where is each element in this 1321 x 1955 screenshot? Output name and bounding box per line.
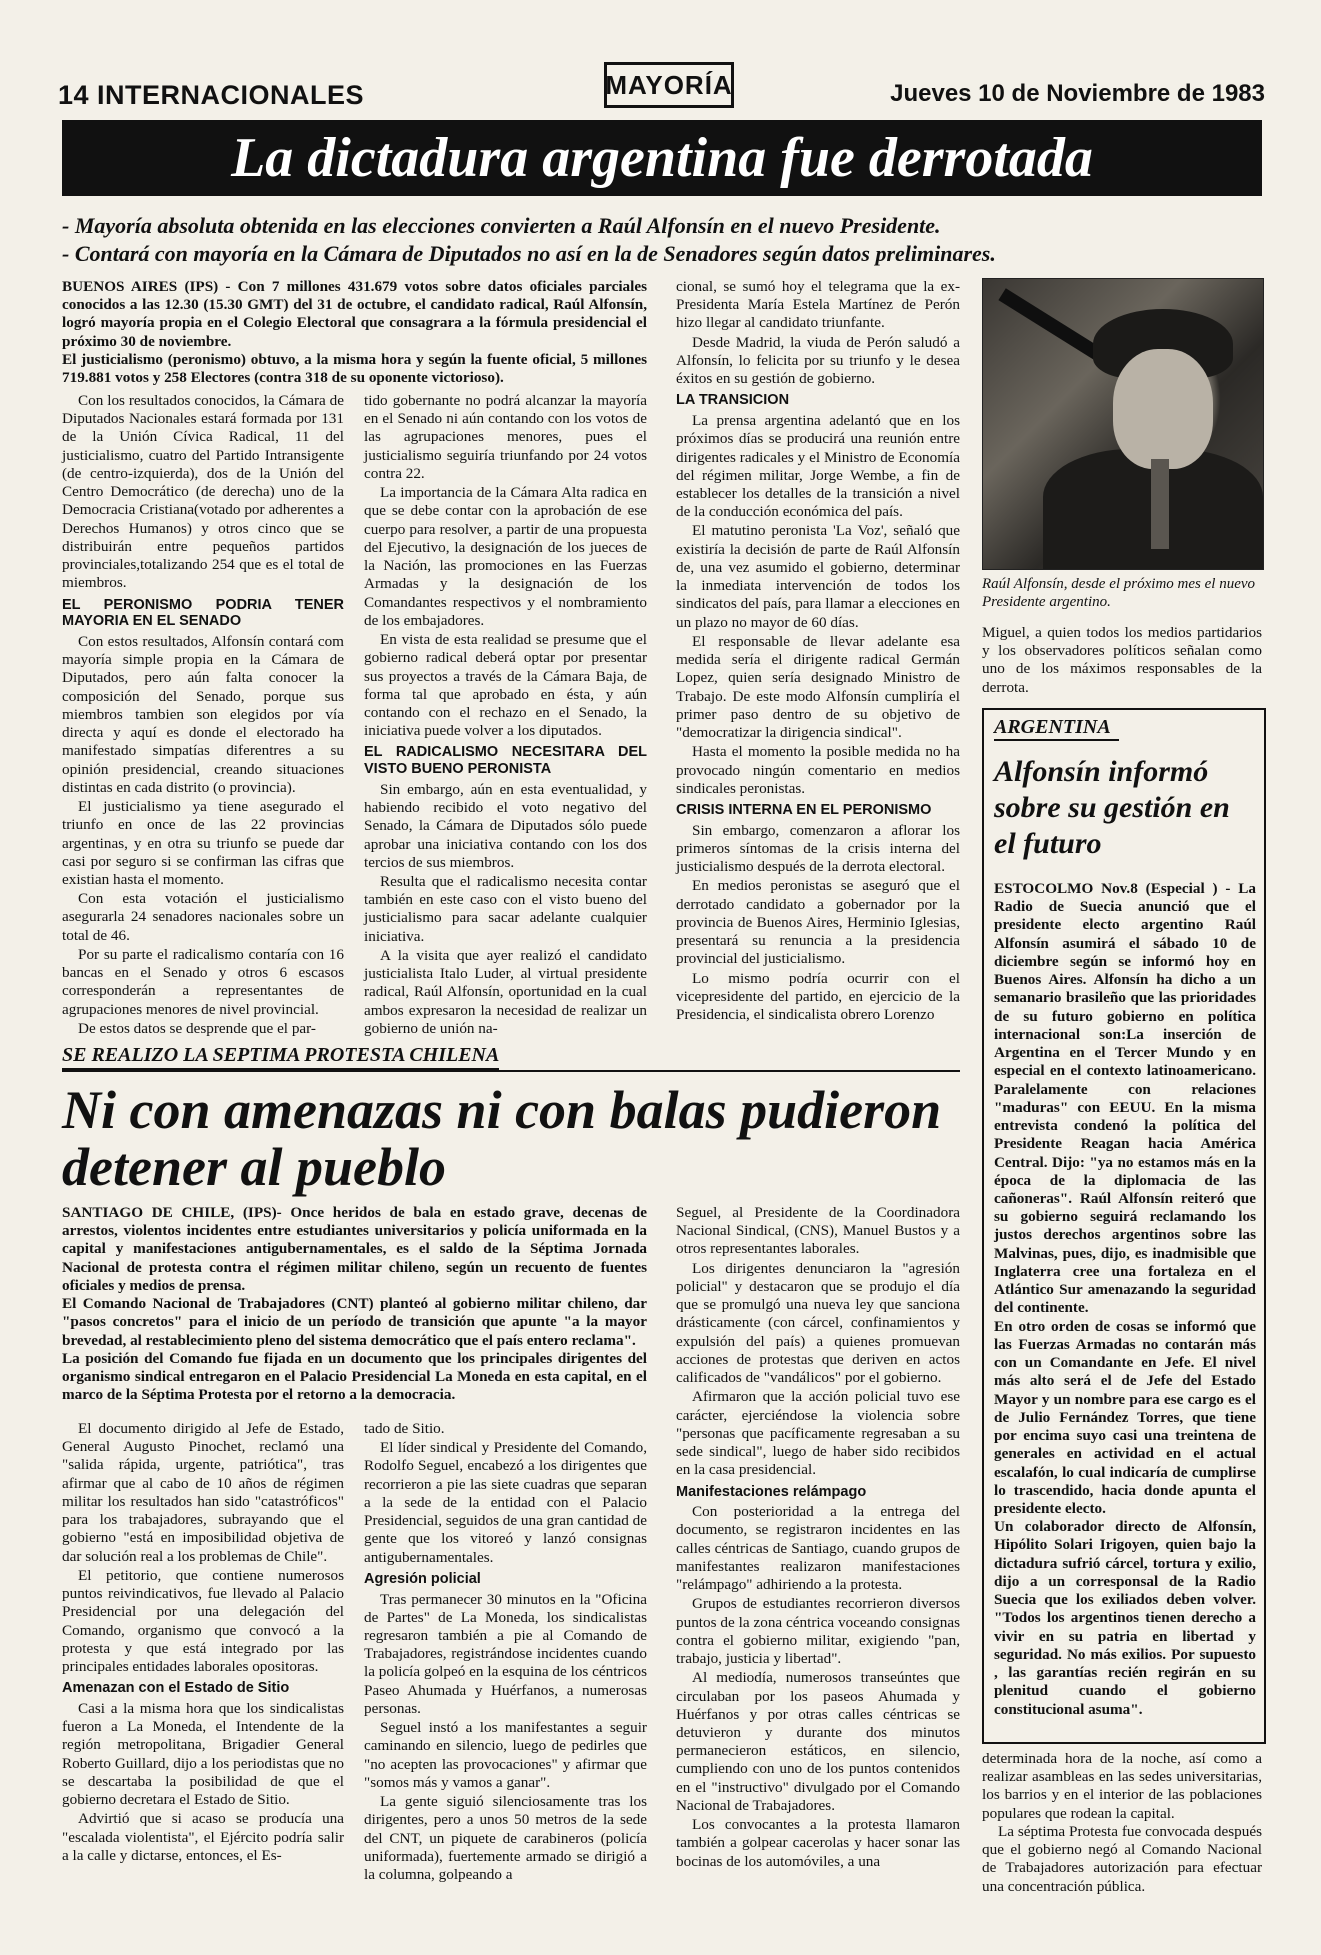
lead-paragraph: El Comando Nacional de Trabajadores (CNT) planteó al gobierno militar chileno, dar "pasos concretos" para el inicio de un período de transición que apunte "a la mayor brevedad, al restablecimiento pleno del sistema democrático que el país entero reclama". — [62, 1295, 647, 1349]
paragraph: Los dirigentes denunciaron la "agresión policial" y destacaron que se produjo el día que se promulgó una nueva ley que sanciona drásticamente (con cárcel, confinamientos y expulsión del país) a quienes promuevan acciones de protestas que deriven en actos calificados de "vandálicos" por el gobierno. — [676, 1259, 960, 1387]
article2-column-3 — [676, 1204, 960, 1872]
paragraph: determinada hora de la noche, así como a realizar asambleas en las sedes universitarias, los barrios y en el interior de las poblaciones populares que rodean la capital. — [982, 1750, 1262, 1822]
paragraph: Afirmaron que la acción policial tuvo ese carácter, ejerciéndose la violencia sobre "personas que pacíficamente regresaban a su sede sindical", luego de haber sido recibidos en la casa presidencial. — [676, 1388, 960, 1479]
paragraph: Advirtió que si acaso se producía una "escalada violentista", el Ejército podría salir a la calle y dictarse, entonces, el Es- — [62, 1810, 344, 1864]
sidebar-body — [994, 880, 1256, 1719]
page-section-label: 14 INTERNACIONALES — [58, 80, 365, 110]
article2-headline: Ni con amenazas ni con balas pudieron detener al pueblo — [62, 1080, 942, 1197]
paragraph: En medios peronistas se aseguró que el derrotado candidato a gobernador por la provincia de Buenos Aires, Herminio Iglesias, presentará su renuncia a la presidencia provincial del justicialismo. — [676, 877, 960, 968]
paragraph: El líder sindical y Presidente del Comando, Rodolfo Seguel, encabezó a los dirigentes que recorrieron a pie las siete cuadras que separan a la sede de la entidad con el Palacio Presidencial, seguidos de una gran cantidad de gente que los vitoreó y lanzó consignas antigubernamentales. — [364, 1439, 647, 1566]
paragraph: Los convocantes a la protesta llamaron también a golpear cacerolas y hacer sonar las bocinas de los automóviles, a una — [676, 1816, 960, 1870]
sidebar-tag: ARGENTINA — [994, 716, 1119, 741]
lead-paragraph: El justicialismo (peronismo) obtuvo, a la misma hora y según la fuente oficial, 5 millones 719.881 votos y 258 Electores (contra 318 de su oponente victorioso). — [62, 350, 647, 387]
lead-paragraph: SANTIAGO DE CHILE, (IPS)- Once heridos de bala en estado grave, decenas de arrestos, violentos incidentes entre estudiantes universitarios y policía uniformada en la capital y manifestaciones antigubernamentales, es el saldo de la Séptima Jornada Nacional de protesta contra el régimen militar chileno, según un recuento de fuentes oficiales y medios de prensa. — [62, 1204, 647, 1294]
paragraph: Grupos de estudiantes recorrieron diversos puntos de la zona céntrica voceando consignas contra el gobierno militar, exigiendo "pan, trabajo, justicia y libertad". — [676, 1595, 960, 1668]
alfonsin-photo — [982, 278, 1264, 570]
paragraph: Lo mismo podría ocurrir con el vicepresidente del partido, en ejercicio de la Presidencia, el sindicalista obrero Lorenzo — [676, 969, 960, 1024]
paragraph: Con posterioridad a la entrega del documento, se registraron incidentes en las calles céntricas de Santiago, cuando grupos de manifestantes realizaron manifestaciones "relámpago" adhiriendo a la protesta. — [676, 1503, 960, 1594]
article1-headline: La dictadura argentina fue derrotada — [62, 120, 1262, 196]
paragraph: Al mediodía, numerosos transeúntes que circulaban por los paseos Ahumada y Huérfanos y por otras calles céntricas se detuvieron y durante dos minutos permanecieron estáticos, en silencio, cumpliendo con uno de los puntos contenidos en el "instructivo" divulgado por el Comando Nacional de Trabajadores. — [676, 1669, 960, 1814]
paragraph: ESTOCOLMO Nov.8 (Especial ) - La Radio de Suecia anunció que el presidente electo argentino Raúl Alfonsín asumirá el sábado 10 de diciembre según se informó hoy en Buenos Aires. Alfonsín ha dicho a un semanario brasileño que las prioridades de su futuro gobierno en política internacional son:La inserción de Argentina en el Tercer Mundo y en especial en el contexto latinoamericano. Paralelamente con relaciones "maduras" con EEUU. En la misma entrevista condenó la política del Presidente Reagan hacia América Central. Dijo: "ya no estamos más en la época de la diplomacia de las cañoneras". Raúl Alfonsín reiteró que su gobierno seguirá reclamando los justos derechos argentinos sobre las Malvinas, pues, dijo, es inadmisible que Inglaterra cree una fortaleza en el Atlántico Sur amenazando la seguridad del continente. — [994, 880, 1256, 1317]
paragraph: Por su parte el radicalismo contaría con 16 bancas en el Senado y otros 6 escasos corresponderán a representantes de agrupaciones menores de nivel provincial. — [62, 945, 344, 1018]
paragraph: cional, se sumó hoy el telegrama que la ex-Presidenta María Estela Martínez de Perón hizo llegar al candidato triunfante. — [676, 278, 960, 332]
paragraph: Casi a la misma hora que los sindicalistas fueron a La Moneda, el Intendente de la región metropolitana, Brigadier General Roberto Guillard, dijo a los periodistas que no se descartaba la posibilidad de que el gobierno decretara el Estado de Sitio. — [62, 1699, 344, 1809]
paragraph: La prensa argentina adelantó que en los próximos días se producirá una reunión entre dirigentes radicales y el Ministro de Economía del régimen militar, Jorge Wembe, a fin de establecer los detalles de la transición a nivel de la conducción económica del país. — [676, 412, 960, 521]
paragraph: Sin embargo, comenzaron a aflorar los primeros síntomas de la crisis interna del justicialismo después de la derrota electoral. — [676, 821, 960, 876]
article2-column-1 — [62, 1420, 344, 1866]
paragraph: Miguel, a quien todos los medios partidarios y los observadores políticos señalan como uno de los máximos responsables de la derrota. — [982, 624, 1262, 696]
sidebar-box — [982, 708, 1266, 1744]
subhead: EL RADICALISMO NECESITARA DEL VISTO BUENO PERONISTA — [364, 744, 647, 778]
article1-deck — [62, 212, 1262, 268]
article1-column-3 — [676, 278, 960, 1025]
paragraph: El matutino peronista 'La Voz', señaló que existiría la decisión de parte de Raúl Alfonsín de, una vez asumido el gobierno, determinar la inmediata intervención de todos los sindicatos del país, para llamar a elecciones en un plazo no mayor de 60 días. — [676, 522, 960, 631]
paragraph: Con los resultados conocidos, la Cámara de Diputados Nacionales estará formada por 131 de la Unión Cívica Radical, 11 del justicialismo, cuatro del Partido Intransigente (de centro-izquierda), dos de la Unión del Centro Democrático (de derecha) uno de la Democracia Cristiana(votado por adherentes a Derechos Humanos) y otros cinco que se distribuirán entre pequeños partidos provinciales,totalizando 254 que es el total de miembros. — [62, 392, 344, 592]
paragraph: La importancia de la Cámara Alta radica en que se debe contar con la aprobación de ese cuerpo para resolver, a partir de una propuesta del Ejecutivo, la designación de los jueces de la Nación, las promociones en las Fuerzas Armadas y la designación de los Comandantes respectivos y el nombramiento de los embajadores. — [364, 484, 647, 629]
paragraph: De estos datos se desprende que el par- — [78, 1019, 316, 1037]
sidebar-title: Alfonsín informó sobre su gestión en el futuro — [994, 755, 1230, 860]
subhead: Amenazan con el Estado de Sitio — [62, 1680, 290, 1697]
subhead: Manifestaciones relámpago — [676, 1483, 867, 1500]
subhead: Agresión policial — [364, 1570, 481, 1587]
deck-line: - Mayoría absoluta obtenida en las elecciones convierten a Raúl Alfonsín en el nuevo Presidente. — [62, 213, 941, 238]
paragraph: La séptima Protesta fue convocada después que el gobierno negó al Comando Nacional de Trabajadores autorización para efectuar una concentración pública. — [982, 1822, 1262, 1895]
article1-lead — [62, 278, 647, 387]
lead-paragraph: BUENOS AIRES (IPS) - Con 7 millones 431.679 votos sobre datos oficiales parciales conocidos a las 12.30 (15.30 GMT) del 31 de octubre, el candidato radical, Raúl Alfonsín, logró mayoría propia en el Colegio Electoral que consagrara a la fórmula presidencial el próximo 30 de noviembre. — [62, 278, 647, 350]
paragraph: Tras permanecer 30 minutos en la "Oficina de Partes" de La Moneda, los sindicalistas regresaron también a pie al Comando de Trabajadores, registrándose incidentes cuando la policía golpeó en la esquina de los céntricos Paseo Ahumada y Huérfanos, a numerosas personas. — [364, 1590, 647, 1717]
paragraph: Con estos resultados, Alfonsín contará com mayoría simple propia en la Cámara de Diputados, pero aún falta conocer la composición del Senado, porque sus miembros tambien son elegidos por vía directa y aquí es donde el electorado ha manifestado simpatías diferentres a su opinión presidencial, creando situaciones distintas en cada distrito (o provincia). — [62, 632, 344, 796]
paragraph: A la visita que ayer realizó el candidato justicialista Italo Luder, al virtual presidente radical, Raúl Alfonsín, oportunidad en la cual ambos expresaron la necesidad de realizar un gobierno de unión na- — [364, 946, 647, 1037]
tie-shape — [1151, 459, 1169, 549]
article2-column-2 — [364, 1420, 647, 1885]
paragraph: Seguel instó a los manifestantes a seguir caminando en silencio, luego de pedirles que "no acepten las provocaciones" y afirmar que "somos más y vamos a ganar". — [364, 1719, 647, 1791]
subhead: EL PERONISMO PODRIA TENER MAYORIA EN EL SENADO — [62, 596, 344, 630]
article1-column-2 — [364, 392, 647, 1039]
article2-column-4 — [982, 1750, 1262, 1896]
paragraph: En otro orden de cosas se informó que las Fuerzas Armadas no contarán más con un Comandante en Jefe. El nivel más alto será el de Jefe del Estado Mayor y un nombre para ese cargo es el de Julio Fernández Torres, que tiene por encima suyo casi una treintena de generales en actividad en el actual escalafón, lo cual indicaría de cumplirse lo trascendido, hacia donde apunta el presidente electo. — [994, 1317, 1256, 1517]
subhead: LA TRANSICION — [676, 392, 790, 409]
issue-date: Jueves 10 de Noviembre de 1983 — [890, 80, 1265, 107]
paragraph: Con esta votación el justicialismo asegurarla 24 senadores nacionales sobre un total de 46. — [62, 890, 344, 944]
paragraph: El documento dirigido al Jefe de Estado, General Augusto Pinochet, reclamó una "salida rápida, urgente, patriótica", tras afirmar que al cabo de 10 años de régimen militar los resultados han sido "catastróficos" para los trabajadores, subrayando que el gobierno "está en imposibilidad objetiva de dar solución real a los problemas de Chile". — [62, 1420, 344, 1565]
article1-column-1 — [62, 392, 344, 1039]
paragraph: Desde Madrid, la viuda de Perón saludó a Alfonsín, lo felicita por su triunfo y le desea éxitos en su gestión de gobierno. — [676, 333, 960, 388]
paragraph: El justicialismo ya tiene asegurado el triunfo en once de las 22 provincias argentinas, y en otra su triunfo se puede dar casi por seguro si se confirman las cifras que existian hasta el momento. — [62, 798, 344, 888]
paragraph: Resulta que el radicalismo necesita contar también en este caso con el visto bueno del justicialismo para sacar adelante cualquier iniciativa. — [364, 872, 647, 945]
article2-kicker: SE REALIZO LA SEPTIMA PROTESTA CHILENA — [62, 1044, 499, 1070]
deck-line: - Contará con mayoría en la Cámara de Diputados no así en la de Senadores según datos preliminares. — [62, 241, 996, 267]
paragraph: tido gobernante no podrá alcanzar la mayoría en el Senado ni aún contando con los votos de las agrupaciones menores, pues el justicialismo seguiría triunfando por 24 votos contra 22. — [364, 392, 647, 482]
paragraph: El responsable de llevar adelante esa medida sería el dirigente radical Germán Lopez, quien sería designado Ministro de Trabajo. De este modo Alfonsín cumpliría el primer paso dentro de su objetivo de "democratizar la dirigencia sindical". — [676, 632, 960, 742]
lead-paragraph: La posición del Comando fue fijada en un documento que los principales dirigentes del organismo sindical entregaron en el Palacio Presidencial La Moneda en esta capital, en el marco de la Séptima Protesta por el retorno a la democracia. — [62, 1349, 647, 1404]
photo-caption: Raúl Alfonsín, desde el próximo mes el nuevo Presidente argentino. — [982, 576, 1256, 610]
paragraph: Seguel, al Presidente de la Coordinadora Nacional Sindical, (CNS), Manuel Bustos y a otros representantes laborales. — [676, 1204, 960, 1258]
paragraph: La gente siguió silenciosamente tras los dirigentes, pero a unos 50 metros de la sede del CNT, un piquete de carabineros (policía uniformada), fuertemente armado se dirigió a la columna, golpeando a — [364, 1793, 647, 1884]
paragraph: Hasta el momento la posible medida no ha provocado ningún comentario en medios sindicales peronistas. — [676, 743, 960, 797]
section-divider — [62, 1070, 960, 1072]
article2-lead — [62, 1204, 647, 1405]
face-shape — [1113, 349, 1213, 469]
paragraph: El petitorio, que contiene numerosos puntos reivindicativos, fue llevado al Palacio Presidencial por una delegación del Comando, organismo que convocó a la protesta y que está integrado por las principales entidades laborales opositoras. — [62, 1566, 344, 1676]
masthead-logo: MAYORÍA — [604, 62, 734, 108]
microphone-shape — [998, 288, 1107, 363]
paragraph: Sin embargo, aún en esta eventualidad, y habiendo recibido el voto negativo del Senado, la Cámara de Diputados sólo puede aprobar una iniciativa contando con los dos tercios de sus miembros. — [364, 780, 647, 871]
subhead: CRISIS INTERNA EN EL PERONISMO — [676, 802, 932, 818]
paragraph: En vista de esta realidad se presume que el gobierno radical deberá optar por presentar sus proyectos a través de la Cámara Baja, de forma tal que aprobado en ésta, y aún contando con el rechazo en el Senado, la iniciativa puede volver a los diputados. — [364, 631, 647, 740]
paragraph: Un colaborador directo de Alfonsín, Hipólito Solari Irigoyen, quien bajo la dictadura sufrió cárcel, tortura y exilio, dijo a un corresponsal de la Radio Suecia que los exiliados deben volver. "Todos los argentinos tienen derecho a vivir en su patria en libertad y seguridad. No más exilios. Por supuesto , las garantías recién regirán en su plenitud cuando el gobierno constitucional asuma". — [994, 1518, 1256, 1718]
after-caption-text — [982, 624, 1262, 698]
paragraph: tado de Sitio. — [364, 1420, 445, 1437]
